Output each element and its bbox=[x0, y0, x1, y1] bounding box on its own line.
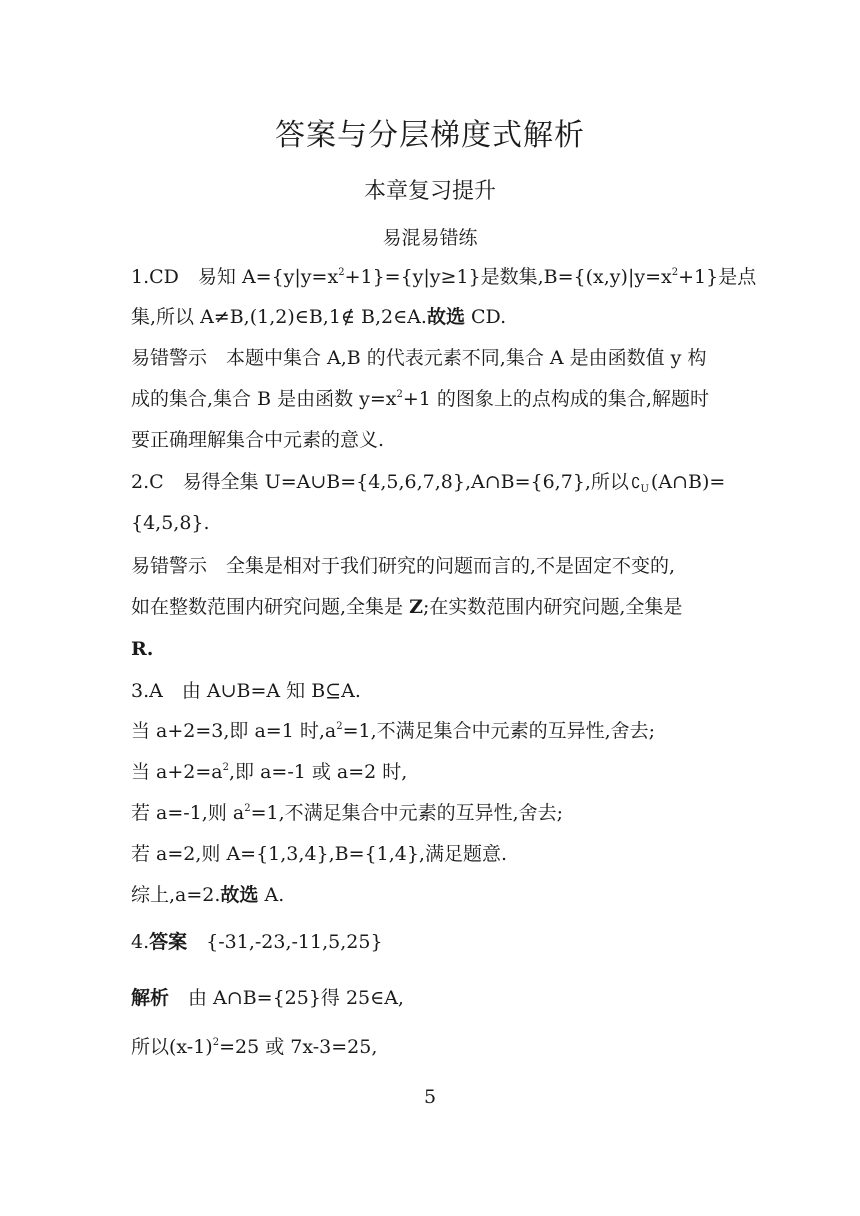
q1-warning-line-2: 成的集合,集合 B 是由函数 $y=x^2+1$ 的图象上的点构成的集合,解题时 bbox=[131, 388, 709, 410]
q3-line-2: 当 a+2=3,即 a=1 时$,a^2=1$,不满足集合中元素的互异性,舍去; bbox=[131, 720, 656, 742]
q3-line-4: 若 a=-1,则 $a^2=1$,不满足集合中元素的互异性,舍去; bbox=[131, 802, 564, 824]
q3-line-1: 3.A 由 A∪B=A 知 B⊆A. bbox=[131, 680, 361, 702]
q2-line-2: {4,5,8}. bbox=[131, 512, 210, 534]
q1-line-2: 集,所以 A≠B,(1,2)∈B,1∉ B,2∈A.故选 CD. bbox=[131, 306, 507, 328]
q3-line-5: 若 a=2,则 A={1,3,4},B={1,4},满足题意. bbox=[131, 843, 508, 865]
q3-line-3: 当 $a+2=a^2$,即 a=-1 或 a=2 时, bbox=[131, 761, 408, 783]
q2-warning-line-1: 易错警示 全集是相对于我们研究的问题而言的,不是固定不变的, bbox=[131, 555, 676, 577]
q3-line-6: 综上,a=2.故选 A. bbox=[131, 884, 285, 906]
q2-line-1: 2.C 易得全集 U=A∪B={4,5,6,7,8},A∩B={6,7},所以 $∁_U$ (A∩B)= bbox=[131, 471, 726, 495]
q2-warning-line-2: 如在整数范围内研究问题,全集是 Z;在实数范围内研究问题,全集是 bbox=[131, 596, 683, 618]
section-heading: 易混易错练 bbox=[382, 227, 478, 249]
q1-warning-line-1: 易错警示 本题中集合 A,B 的代表元素不同,集合 A 是由函数值 y 构 bbox=[131, 347, 707, 369]
q4-answer-line: 4.答案 {-31,-23,-11,5,25} bbox=[131, 931, 383, 953]
page-number: 5 bbox=[423, 1086, 437, 1108]
q2-warning-line-3: R. bbox=[131, 638, 154, 660]
q4-analysis-line-2: 所以$(x-1)^2=25$ 或 7x-3=25, bbox=[131, 1036, 378, 1058]
q1-warning-line-3: 要正确理解集合中元素的意义. bbox=[131, 429, 385, 451]
page-title: 答案与分层梯度式解析 bbox=[275, 118, 585, 153]
chapter-subtitle: 本章复习提升 bbox=[363, 179, 496, 204]
q1-line-1: 1.CD 易知 $A=\{y|y=x^2+1\}=\{y|y\ge 1\}$是数集$,B=\{(x,y)|y=x^2+1\}$是点 bbox=[131, 266, 757, 288]
q4-analysis-line-1: 解析 由 A∩B={25}得 25∈A, bbox=[131, 987, 404, 1009]
